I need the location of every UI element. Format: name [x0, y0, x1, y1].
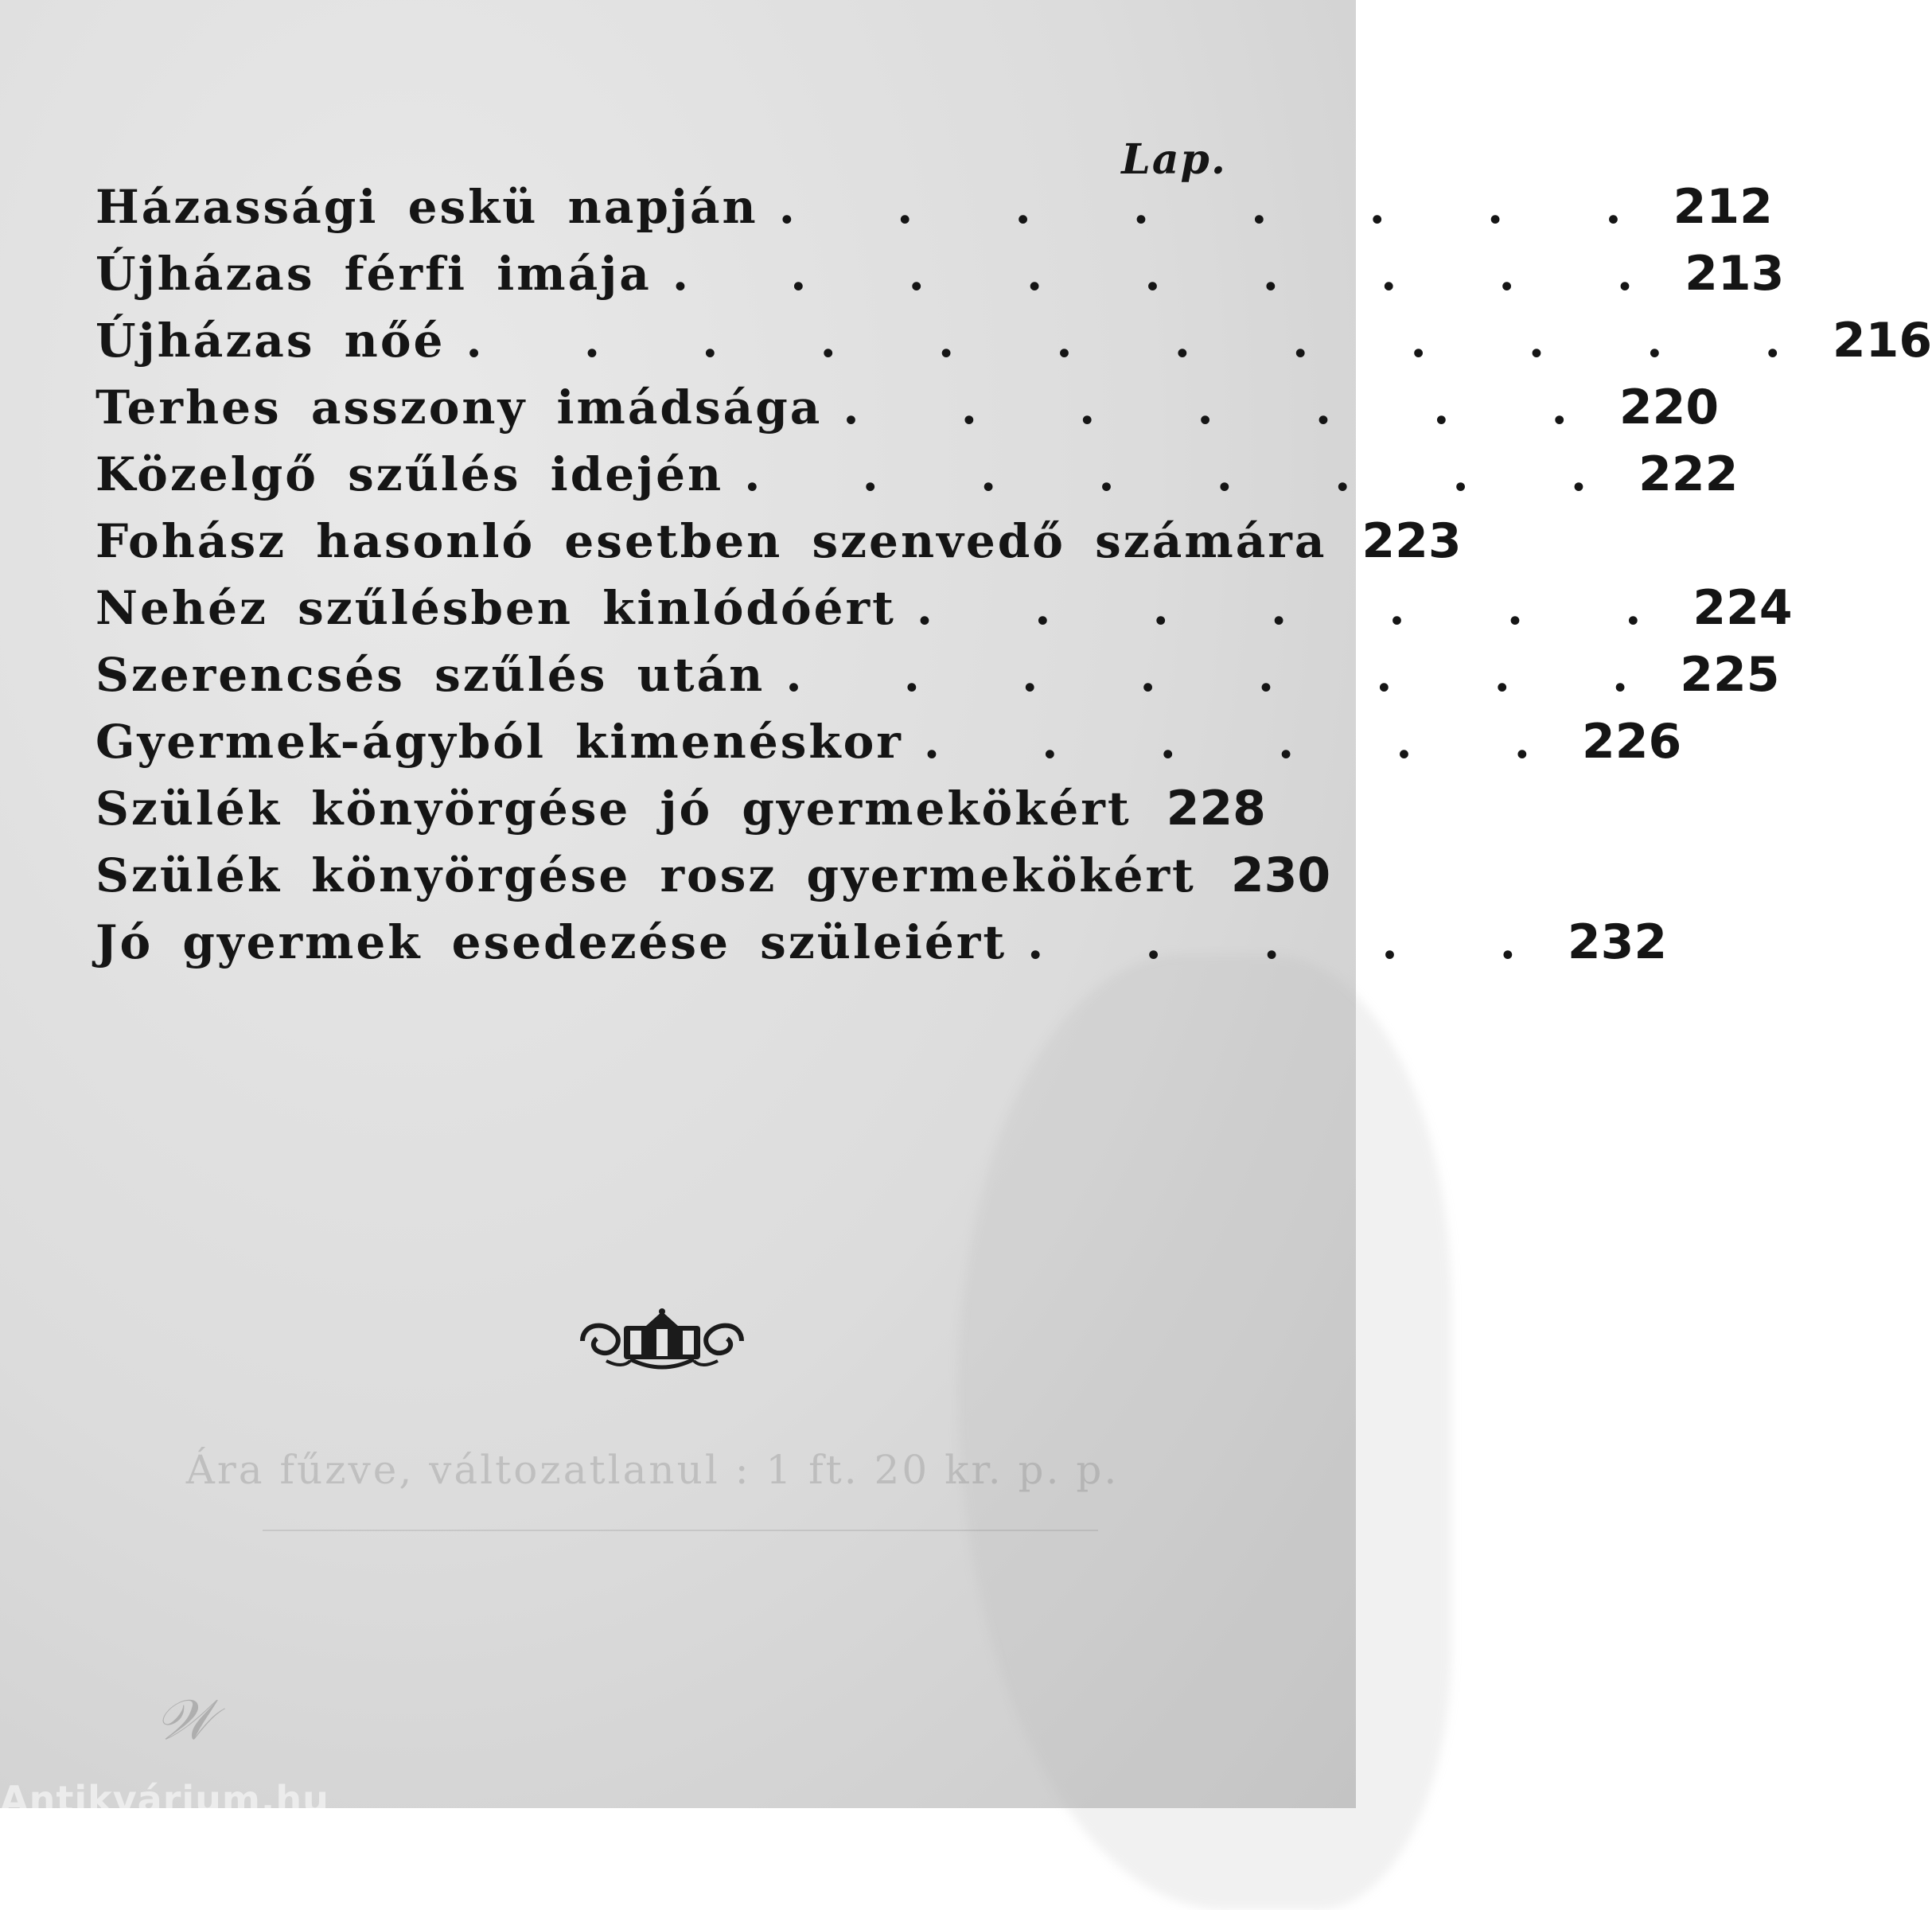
watermark: Antikvárium.hu: [0, 1778, 329, 1821]
toc-entry-title: Gyermek-ágyból kimenéskor: [95, 715, 903, 769]
dot-leader: . . . . . . .: [916, 581, 1679, 635]
toc-entry-title: Terhes asszony imádsága: [95, 380, 823, 435]
toc-entry-title: Nehéz szűlésben kinlódóért: [95, 581, 896, 635]
toc-page-number: 222: [1638, 446, 1739, 502]
bleed-through-rule: [263, 1530, 1098, 1531]
toc-entry-title: Szerencsés szűlés után: [95, 648, 765, 702]
toc-row: [95, 647, 1780, 714]
toc-entry-title: Szülék könyörgése jó gyermekökért: [95, 782, 1132, 836]
toc-row: [95, 848, 1331, 914]
dot-leader: . . . . . . . .: [744, 447, 1625, 501]
toc-page-number: 228: [1166, 781, 1266, 836]
toc-page-number: 230: [1230, 848, 1331, 903]
dot-leader: . . . . . . . . .: [672, 247, 1671, 301]
toc-row: [95, 246, 1785, 313]
page-column-label: Lap.: [1121, 135, 1227, 184]
toc-page-number: 220: [1618, 380, 1720, 435]
toc-entry-title: Fohász hasonló esetben szenvedő számára: [95, 514, 1327, 568]
dot-leader: . . . . . . . .: [778, 180, 1659, 234]
table-of-contents: [95, 179, 1932, 981]
toc-row: [95, 513, 1462, 580]
toc-row: [95, 446, 1739, 513]
toc-row: [95, 313, 1932, 380]
toc-page-number: 224: [1692, 580, 1793, 636]
toc-entry-title: Házassági eskü napján: [95, 180, 758, 234]
toc-page-number: 225: [1680, 647, 1780, 703]
toc-row: [95, 781, 1266, 848]
toc-entry-title: Újházas férfi imája: [95, 247, 652, 301]
toc-entry-title: Szülék könyörgése rosz gyermekökért: [95, 848, 1196, 902]
faint-mark: 𝒲: [155, 1687, 214, 1752]
bleed-through-text: Ára fűzve, változatlanul : 1 ft. 20 kr. p. p.: [185, 1447, 1120, 1493]
toc-entry-title: Jó gyermek esedezése szüleiért: [95, 915, 1007, 969]
toc-entry-title: Közelgő szűlés idején: [95, 447, 724, 501]
dot-leader: . . . . . . . . . . . .: [465, 314, 1818, 368]
printers-ornament-icon: [575, 1305, 750, 1377]
dot-leader: . . . . . . . .: [785, 648, 1666, 702]
toc-page-number: 216: [1832, 313, 1932, 368]
dot-leader: . . . . . . .: [843, 380, 1605, 435]
toc-page-number: 223: [1361, 513, 1462, 569]
toc-row: [95, 714, 1682, 781]
toc-page-number: 212: [1673, 179, 1773, 235]
toc-page-number: 226: [1581, 714, 1682, 770]
toc-page-number: 232: [1567, 914, 1668, 970]
toc-row: [95, 914, 1668, 981]
toc-row: [95, 580, 1793, 647]
dot-leader: . . . . . .: [923, 715, 1568, 769]
toc-row: [95, 380, 1720, 446]
toc-entry-title: Újházas nőé: [95, 314, 446, 368]
toc-page-number: 213: [1685, 246, 1785, 302]
paper-stain: [958, 955, 1451, 1910]
toc-row: [95, 179, 1773, 246]
dot-leader: . . . . .: [1027, 915, 1553, 969]
